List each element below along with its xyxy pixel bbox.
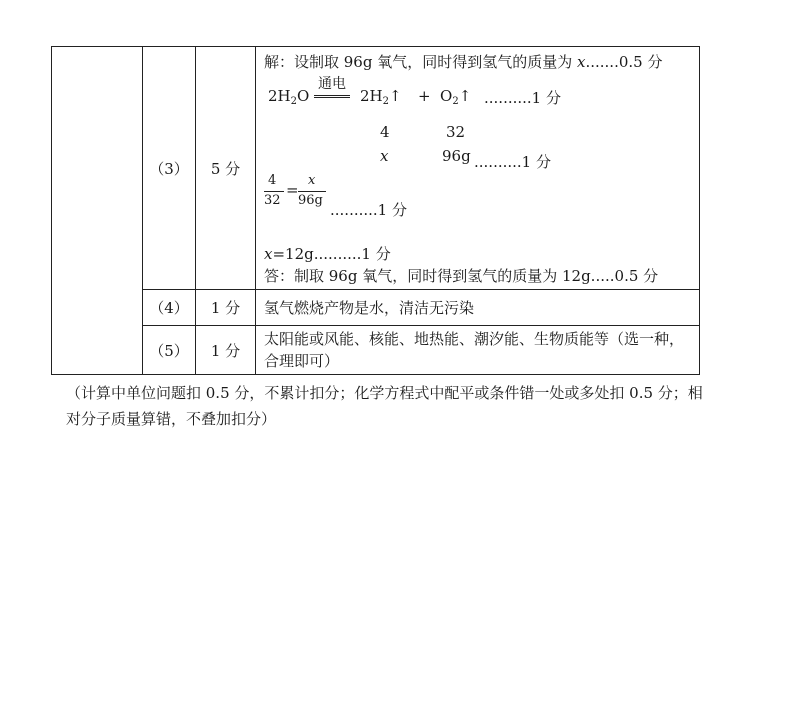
- solution-intro: 解：设制取 96g 氧气，同时得到氢气的质量为 x.......0.5 分: [264, 53, 663, 71]
- score-cell: 1 分: [196, 290, 256, 326]
- fraction1-bar: [264, 191, 284, 192]
- table-row: [52, 290, 700, 326]
- table-row: [52, 326, 700, 375]
- fraction1-denominator: 32: [264, 193, 281, 208]
- part-cell: （3）: [143, 47, 196, 290]
- fraction2-numerator: x: [308, 173, 316, 188]
- solution-block: [256, 47, 699, 289]
- fraction1-numerator: 4: [268, 173, 277, 188]
- ratio-bottom-left: x: [380, 147, 389, 165]
- table-row: [52, 47, 700, 290]
- solution-cell: [256, 47, 700, 290]
- equation-plus: +: [418, 87, 431, 105]
- answer-cell: [256, 290, 700, 326]
- gas-arrow-icon: ↑: [458, 87, 472, 105]
- result-line: x=12g..........1 分: [264, 245, 391, 263]
- score-cell: 5 分: [196, 47, 256, 290]
- answer-line: 答：制取 96g 氧气，同时得到氢气的质量为 12g.....0.5 分: [264, 267, 659, 285]
- fraction2-denominator: 96g: [298, 193, 323, 208]
- ratio-bottom-right: 96g: [442, 147, 471, 165]
- score-cell: 1 分: [196, 326, 256, 375]
- answer-cell: [256, 326, 700, 375]
- ratio-score: ..........1 分: [474, 153, 551, 171]
- ratio-top-left: 4: [380, 123, 390, 141]
- fraction-score: ..........1 分: [330, 201, 407, 219]
- part-cell: （4）: [143, 290, 196, 326]
- equation-double-line: [314, 95, 350, 98]
- equation-reactant: $2H_2O$: [268, 87, 310, 107]
- fraction-equals: =: [286, 181, 299, 199]
- equation-condition: 通电: [318, 76, 346, 92]
- gas-arrow-icon: ↑: [389, 87, 402, 105]
- ratio-top-right: 32: [446, 123, 466, 141]
- fraction2-bar: [298, 191, 326, 192]
- equation-score: ..........1 分: [484, 89, 561, 107]
- answer-text: 氢气燃烧产物是水，清洁无污染: [264, 298, 475, 317]
- blank-question-cell: [52, 47, 143, 375]
- answer-table: [51, 46, 700, 375]
- part-cell: （5）: [143, 326, 196, 375]
- equation-product-o2: $O_2↑$: [440, 87, 472, 107]
- answer-text: 太阳能或风能、核能、地热能、潮汐能、生物质能等（选一种，合理即可）: [264, 330, 685, 370]
- equation-product-h2: $2H_2↑$: [360, 87, 402, 107]
- grading-note: （计算中单位问题扣 0.5 分，不累计扣分；化学方程式中配平或条件错一处或多处扣 0.5 分；相对分子质量算错，不叠加扣分）: [66, 384, 703, 428]
